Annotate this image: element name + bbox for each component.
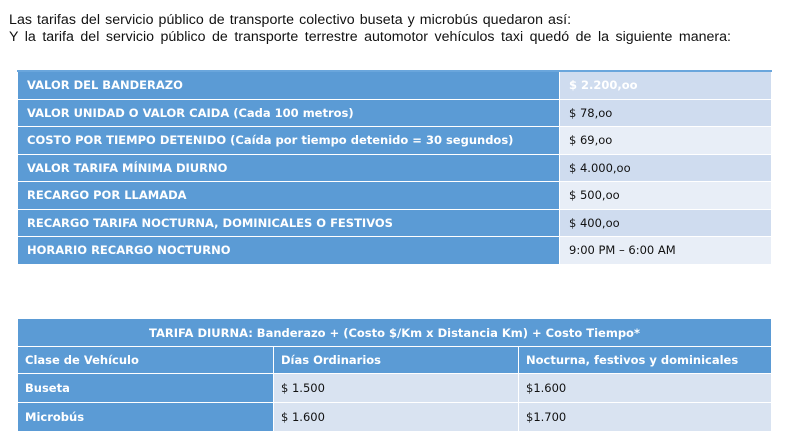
taxi-rates-table: [17, 70, 772, 265]
rate-value: 9:00 PM – 6:00 AM: [560, 237, 772, 265]
rate-value: $ 69,oo: [560, 127, 772, 155]
table-row: [18, 209, 772, 237]
table-header-row: [18, 347, 772, 374]
intro-line-1: Las tarifas del servicio público de transporte colectivo buseta y microbús quedaron así:: [9, 12, 572, 28]
vehicle-rates-table: [17, 318, 772, 432]
table-title-row: [18, 319, 772, 347]
ordinary-days-fare: $ 1.600: [274, 403, 519, 432]
column-header: Días Ordinarios: [274, 347, 519, 374]
rate-concept: COSTO POR TIEMPO DETENIDO (Caída por tiempo detenido = 30 segundos): [18, 127, 560, 155]
table-row: [18, 237, 772, 265]
column-header: Nocturna, festivos y dominicales: [519, 347, 772, 374]
table-row: [18, 127, 772, 155]
rate-concept: RECARGO POR LLAMADA: [18, 182, 560, 210]
table-row: [18, 374, 772, 403]
ordinary-days-fare: $ 1.500: [274, 374, 519, 403]
rate-concept: VALOR DEL BANDERAZO: [18, 71, 560, 99]
intro-text: [9, 12, 794, 46]
table-row: [18, 154, 772, 182]
rate-value: $ 4.000,oo: [560, 154, 772, 182]
intro-line-2: Y la tarifa del servicio público de transporte terrestre automotor vehículos taxi quedó de la siguiente manera:: [9, 29, 731, 45]
rate-value: $ 78,oo: [560, 99, 772, 127]
table-title: TARIFA DIURNA: Banderazo + (Costo $/Km x Distancia Km) + Costo Tiempo*: [18, 319, 772, 347]
rate-value: $ 500,oo: [560, 182, 772, 210]
rate-value: $ 400,oo: [560, 209, 772, 237]
rate-concept: VALOR UNIDAD O VALOR CAIDA (Cada 100 metros): [18, 99, 560, 127]
rate-concept: HORARIO RECARGO NOCTURNO: [18, 237, 560, 265]
night-holiday-fare: $1.600: [519, 374, 772, 403]
column-header: Clase de Vehículo: [18, 347, 274, 374]
rate-concept: RECARGO TARIFA NOCTURNA, DOMINICALES O FESTIVOS: [18, 209, 560, 237]
night-holiday-fare: $1.700: [519, 403, 772, 432]
table-row: [18, 71, 772, 99]
table-row: [18, 403, 772, 432]
rate-concept: VALOR TARIFA MÍNIMA DIURNO: [18, 154, 560, 182]
vehicle-class: Microbús: [18, 403, 274, 432]
rate-value: $ 2.200,oo: [560, 71, 772, 99]
table-row: [18, 99, 772, 127]
vehicle-class: Buseta: [18, 374, 274, 403]
table-row: [18, 182, 772, 210]
